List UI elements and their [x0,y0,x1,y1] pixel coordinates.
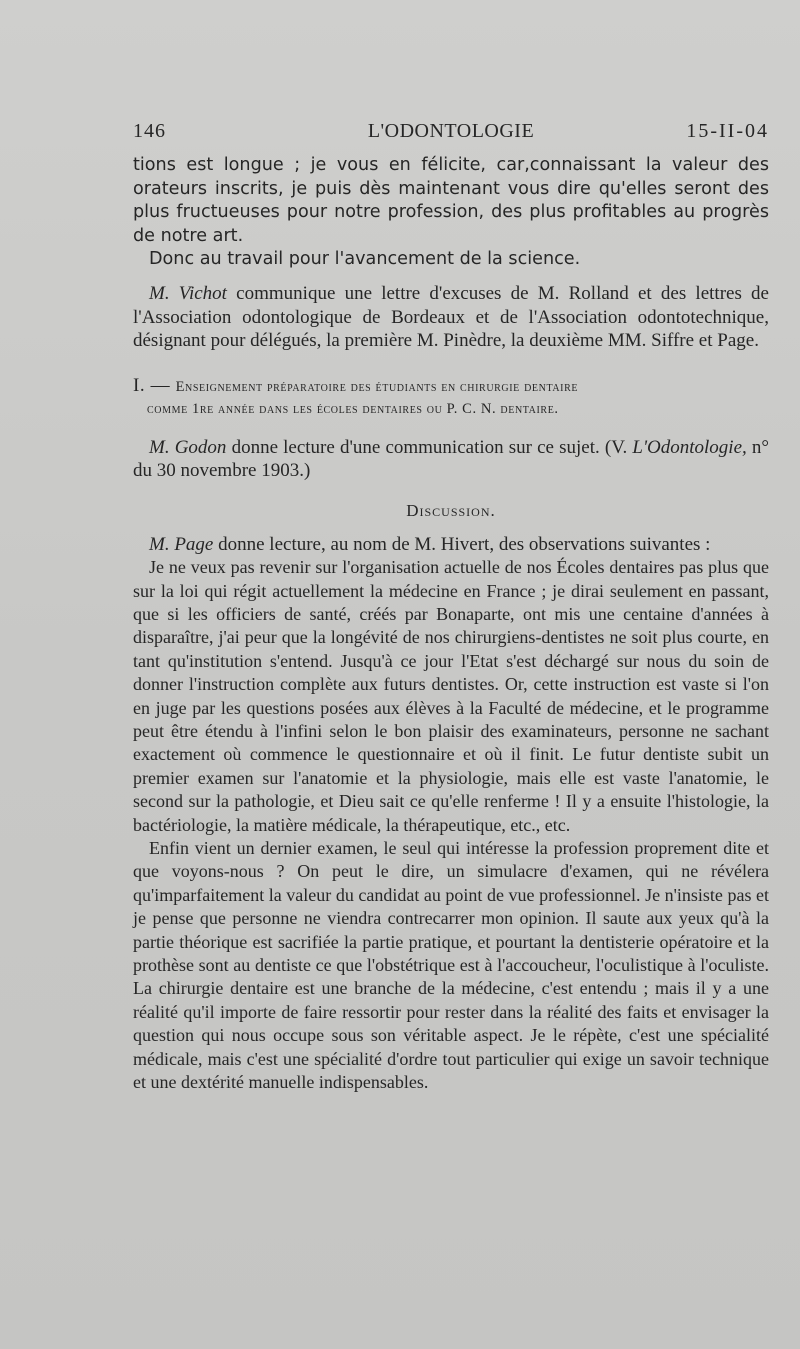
paragraph-vichot [133,282,769,353]
quoted-paragraph-1: Je ne veux pas revenir sur l'organisation actuelle de nos Écoles dentaires pas plus que sur la loi qui régit actuellement la médecine en France ; je dirai seulement en passant, que si les officiers de santé, créés par Bonaparte, ont mis une centaine d'années à disparaître, j'ai peur que la longévité de nos chirurgiens-dentistes ne soit plus courte, en tant qu'institution s'entend. Jusqu'à ce jour l'Etat s'est déchargé sur nous du soin de donner l'instruction complète aux futurs dentistes. Or, cette instruction est vaste si l'on en juge par les questions posées aux élèves à la Faculté de médecine, et le programme peut être étendu à l'infini selon le bon plaisir des examinateurs, personne ne sachant exactement où commence le questionnaire et où il finit. Le futur dentiste subit un premier examen sur l'anatomie et la physiologie, mais elle est vaste l'anatomie, le second sur la pathologie, et Dieu sait ce qu'elle renferme ! Il y a ensuite l'histologie, la bactériologie, la matière médicale, la thérapeutique, etc., etc. [133,557,769,835]
journal-reference: L'Odontologie, [632,436,747,458]
quoted-paragraph-2: Enfin vient un dernier examen, le seul qui intéresse la profession proprement dite et que voyons-nous ? On peut le dire, un simulacre d'examen, qui ne révélera qu'imparfaitement la valeur du candidat au point de vue professionnel. Je n'insiste pas et je pense que personne ne viendra contrecarrer mon opinion. Il saute aux yeux qu'à la partie théorique est sacrifiée la partie pratique, et pourtant la dentisterie opératoire et la prothèse sont au dentiste ce que l'obstétrique est à l'accoucheur, l'oculistique à l'oculiste. La chirurgie dentaire est une branche de la médecine, c'est entendu ; mais il y a une réalité qu'il importe de faire ressortir pour rester dans la réalité des faits et envisager la question qui nous occupe sous son véritable aspect. Je le répète, c'est une spécialité médicale, mais c'est une spécialité d'ordre tout particulier qui exige un savoir technique et une dextérité manuelle indispensables. [133,838,769,1093]
section-number: I. — [133,374,176,396]
section-heading [133,375,769,420]
paragraph-text: donne lecture, au nom de M. Hivert, des observations suivantes : [213,533,711,555]
running-header [133,120,769,146]
speaker-name: M. Page [149,533,214,555]
discussion-heading: Discussion. [406,500,496,520]
paragraph-intro: tions est longue ; je vous en félicite, car,connaissant la valeur des orateurs inscrits, je puis dès maintenant vous dire qu'elles seront des plus fructueuses pour notre profession, des plus profitables au progrès de notre art. [133,155,769,246]
section-heading-line1: Enseignement préparatoire des étudiants en chirurgie dentaire [175,378,579,395]
paragraph-text: donne lecture d'une communication sur ce sujet. (V. [226,436,633,458]
page-number: 146 [133,120,166,142]
speaker-name: M. Godon [149,436,227,458]
paragraph-text: n° du 30 novembre 1903.) [133,436,769,482]
paragraph-page [133,533,769,557]
paragraph-godon [133,436,769,483]
section-heading-line2: comme 1re année dans les écoles dentaires ou P. C. N. dentaire. [147,400,559,417]
paragraph-call-to-work: Donc au travail pour l'avancement de la science. [149,249,581,270]
paragraph-text: communique une lettre d'excuses de M. Rolland et des lettres de l'Association odontologique de Bordeaux et de l'Association odontotechnique, désignant pour délégués, la première M. Pinèdre, la deuxième MM. Siffre et Page. [133,282,769,352]
body-text [133,154,769,1094]
journal-title: L'ODONTOLOGIE [367,120,535,142]
issue-date: 15-II-04 [686,120,769,142]
speaker-name: M. Vichot [149,282,227,304]
